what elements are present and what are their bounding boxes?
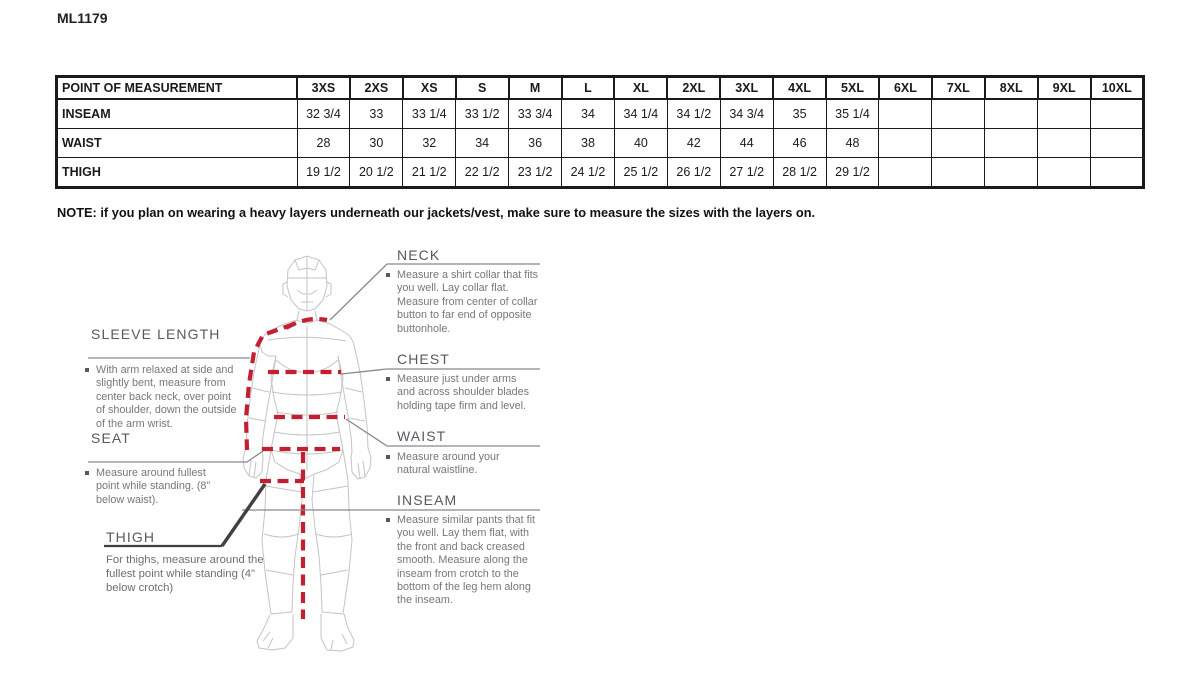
size-value-cell: 34 3/4 [720,99,773,129]
size-value-cell: 38 [562,129,615,158]
size-column-header: M [509,77,562,100]
callout-text: Measure a shirt collar that fits you well. Lay collar flat. Measure from center of collar button to far end of opposite buttonhole. [397,269,539,335]
table-row [57,99,1144,129]
size-value-cell: 23 1/2 [509,158,562,188]
callout-heading-thigh: THIGH [106,529,156,545]
size-table-body [57,99,1144,188]
callout-text: For thighs, measure around the fullest point while standing (4" below crotch) [106,554,264,594]
size-value-cell: 35 [773,99,826,129]
size-value-cell: 26 1/2 [667,158,720,188]
size-value-cell [1091,129,1144,158]
size-table [55,75,1145,189]
size-column-header: 3XS [297,77,350,100]
size-value-cell: 34 1/4 [614,99,667,129]
callout-text: With arm relaxed at side and slightly bent, measure from center back neck, over point of shoulder, down the outside of the arm wrist. [96,364,237,430]
size-value-cell: 33 3/4 [509,99,562,129]
note-text: NOTE: if you plan on wearing a heavy layers underneath our jackets/vest, make sure to measure the sizes with the layers on. [57,205,816,220]
size-value-cell: 28 [297,129,350,158]
size-value-cell [932,129,985,158]
callout-heading-seat: SEAT [91,430,131,446]
seat-callout-line [88,451,263,462]
bullet-icon [85,471,89,475]
size-column-header: 4XL [773,77,826,100]
size-value-cell: 25 1/2 [614,158,667,188]
callout-heading-sleeve-length: SLEEVE LENGTH [91,326,221,342]
callout-text: Measure just under arms and across shoulder blades holding tape firm and level. [397,373,530,412]
size-value-cell: 30 [350,129,403,158]
size-column-header: 10XL [1091,77,1144,100]
callout-waist [397,451,509,478]
callout-heading-waist: WAIST [397,428,447,444]
size-value-cell [985,99,1038,129]
size-value-cell: 32 [403,129,456,158]
measurement-figure-diagram [0,240,640,677]
size-value-cell: 40 [614,129,667,158]
size-column-header: 2XL [667,77,720,100]
size-value-cell: 33 [350,99,403,129]
row-label: THIGH [57,158,298,188]
callout-heading-chest: CHEST [397,351,450,367]
size-value-cell: 33 1/4 [403,99,456,129]
size-value-cell: 22 1/2 [456,158,509,188]
table-row [57,158,1144,188]
size-value-cell [985,158,1038,188]
size-value-cell: 32 3/4 [297,99,350,129]
size-value-cell [1091,158,1144,188]
size-value-cell [932,99,985,129]
size-value-cell: 48 [826,129,879,158]
size-value-cell [1038,158,1091,188]
size-value-cell: 27 1/2 [720,158,773,188]
size-value-cell: 29 1/2 [826,158,879,188]
measurement-guide [0,240,640,677]
row-label: WAIST [57,129,298,158]
callout-chest [397,373,533,413]
point-of-measurement-header: POINT OF MEASUREMENT [57,77,298,100]
callout-inseam [397,514,543,608]
size-value-cell: 21 1/2 [403,158,456,188]
size-value-cell [1038,99,1091,129]
size-column-header: 9XL [1038,77,1091,100]
callout-text: Measure around your natural waistline. [397,451,500,477]
bullet-icon [85,368,89,372]
callout-heading-inseam: INSEAM [397,492,458,508]
size-value-cell: 33 1/2 [456,99,509,129]
size-value-cell: 28 1/2 [773,158,826,188]
size-value-cell [1038,129,1091,158]
size-column-header: 6XL [879,77,932,100]
size-column-header: 8XL [985,77,1038,100]
size-value-cell: 36 [509,129,562,158]
callout-neck [397,269,543,336]
size-value-cell [879,129,932,158]
size-value-cell [879,158,932,188]
size-column-header: S [456,77,509,100]
size-value-cell: 34 [456,129,509,158]
callout-thigh [106,553,264,595]
size-column-header: 7XL [932,77,985,100]
size-value-cell: 44 [720,129,773,158]
bullet-icon [386,377,390,381]
page-title: ML1179 [57,10,108,26]
size-value-cell: 34 1/2 [667,99,720,129]
callout-heading-neck: NECK [397,247,441,263]
callout-text: Measure around fullest point while standing. (8" below waist). [96,467,211,506]
size-value-cell: 46 [773,129,826,158]
size-value-cell [1091,99,1144,129]
size-column-header: 5XL [826,77,879,100]
size-column-header: L [562,77,615,100]
size-value-cell: 34 [562,99,615,129]
size-value-cell [879,99,932,129]
thigh-callout-line [222,484,265,546]
size-column-header: 2XS [350,77,403,100]
size-value-cell: 42 [667,129,720,158]
size-value-cell: 20 1/2 [350,158,403,188]
sleeve-measure-line [246,324,294,450]
table-row [57,129,1144,158]
size-value-cell: 24 1/2 [562,158,615,188]
size-value-cell: 35 1/4 [826,99,879,129]
size-column-header: XS [403,77,456,100]
bullet-icon [386,518,390,522]
callout-seat [96,467,221,507]
bullet-icon [386,455,390,459]
size-column-header: 3XL [720,77,773,100]
bullet-icon [386,273,390,277]
size-table-header-row [57,77,1144,100]
size-value-cell [985,129,1038,158]
size-value-cell [932,158,985,188]
callout-sleeve-length [96,364,238,431]
row-label: INSEAM [57,99,298,129]
size-column-header: XL [614,77,667,100]
size-value-cell: 19 1/2 [297,158,350,188]
callout-text: Measure similar pants that fit you well. Lay them flat, with the front and back creased smooth. Measure along the inseam from crotch to the bottom of the leg hem along the inseam. [397,514,536,607]
